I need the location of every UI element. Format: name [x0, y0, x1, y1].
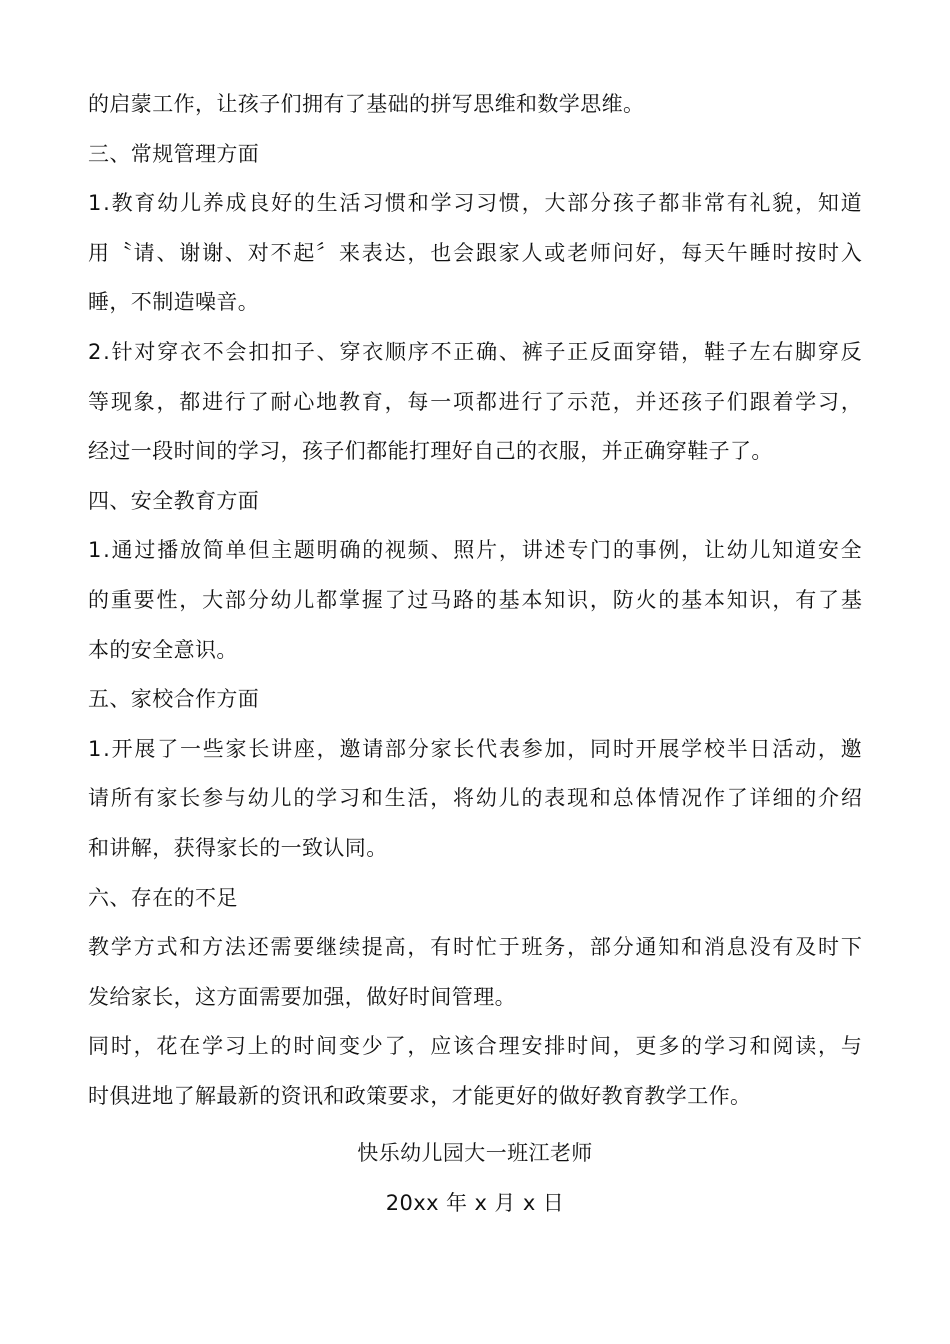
section-heading-home-school: 五、家校合作方面 [88, 687, 260, 712]
signature-date: 20xx 年 x 月 x 日 [385, 1191, 565, 1216]
text-line: 2 . 针 对 穿 衣 不 会 扣 扣 子 、 穿 衣 顺 序 不 正 确 、 裤 子 正 反 面 穿 错 ， 鞋 子 左 右 脚 穿 反 [88, 339, 862, 364]
text-line: 1 . 教 育 幼 儿 养 成 良 好 的 生 活 习 惯 和 学 习 习 惯 ， 大 部 分 孩 子 都 非 常 有 礼 貌 ， 知 道 [88, 191, 862, 216]
text-line: 同 时 ， 花 在 学 习 上 的 时 间 变 少 了 ， 应 该 合 理 安 排 时 间 ， 更 多 的 学 习 和 阅 读 ， 与 [88, 1034, 862, 1059]
text-line: 1 . 通 过 播 放 简 单 但 主 题 明 确 的 视 频 、 照 片 ， 讲 述 专 门 的 事 例 ， 让 幼 儿 知 道 安 全 [88, 538, 862, 563]
text-line: 的启蒙工作，让孩子们拥有了基础的拼写思维和数学思维。 [88, 92, 645, 116]
text-line: 教 学 方 式 和 方 法 还 需 要 继 续 提 高 ， 有 时 忙 于 班 务 ， 部 分 通 知 和 消 息 没 有 及 时 下 [88, 935, 862, 960]
text-line: 睡，不制造噪音。 [88, 290, 260, 315]
section-heading-shortcomings: 六、存在的不足 [88, 885, 238, 910]
text-line: 经过一段时间的学习，孩子们都能打理好自己的衣服，并正确穿鞋子了。 [88, 439, 773, 464]
text-line: 1 . 开 展 了 一 些 家 长 讲 座 ， 邀 请 部 分 家 长 代 表 参 加 ， 同 时 开 展 学 校 半 日 活 动 ， 邀 [88, 736, 862, 761]
text-line: 请 所 有 家 长 参 与 幼 儿 的 学 习 和 生 活 ， 将 幼 儿 的 表 现 和 总 体 情 况 作 了 详 细 的 介 绍 [88, 786, 862, 811]
section-heading-routine: 三、常规管理方面 [88, 141, 260, 166]
text-line: 和讲解，获得家长的一致认同。 [88, 835, 388, 860]
text-line: 发给家长，这方面需要加强，做好时间管理。 [88, 984, 516, 1009]
signature-name: 快乐幼儿园大一班江老师 [357, 1141, 593, 1166]
section-heading-safety: 四、安全教育方面 [88, 488, 260, 513]
text-line: 等 现 象 ， 都 进 行 了 耐 心 地 教 育 ， 每 一 项 都 进 行 了 示 范 ， 并 还 孩 子 们 跟 着 学 习 ， [88, 389, 862, 414]
text-line: 时俱进地了解最新的资讯和政策要求，才能更好的做好教育教学工作。 [88, 1083, 752, 1108]
text-line: 用 〝 请 、 谢 谢 、 对 不 起 〞 来 表 达 ， 也 会 跟 家 人 或 老 师 问 好 ， 每 天 午 睡 时 按 时 入 [88, 240, 862, 265]
text-line: 本的安全意识。 [88, 637, 238, 662]
text-line: 的 重 要 性 ， 大 部 分 幼 儿 都 掌 握 了 过 马 路 的 基 本 知 识 ， 防 火 的 基 本 知 识 ， 有 了 基 [88, 587, 862, 612]
